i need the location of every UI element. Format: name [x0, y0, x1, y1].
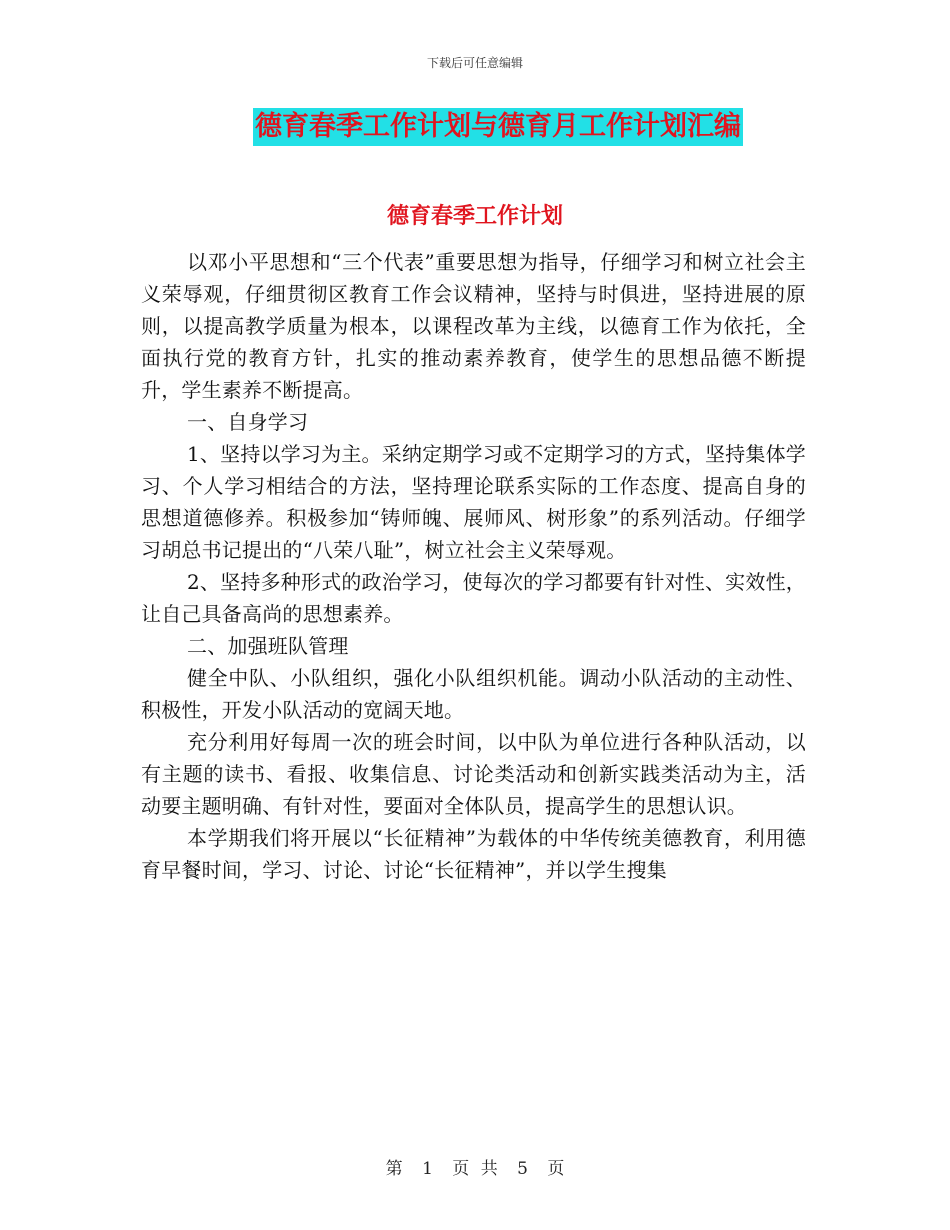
document-body: [141, 246, 806, 886]
paragraph-class-meeting: 充分利用好每周一次的班会时间，以中队为单位进行各种队活动，以有主题的读书、看报、收集信息、讨论类活动和创新实践类活动为主，活动要主题明确、有针对性，要面对全体队员，提高学生的思想认识。: [141, 730, 806, 818]
main-title-container: [0, 108, 950, 146]
footer-total-pages: 5: [517, 1159, 528, 1179]
paragraph-long-march: 本学期我们将开展以“长征精神”为载体的中华传统美德教育，利用德育早餐时间，学习、讨论、讨论“长征精神”，并以学生搜集: [141, 826, 806, 882]
paragraph-study-2: 2、坚持多种形式的政治学习，使每次的学习都要有针对性、实效性，让自己具备高尚的思想素养。: [141, 570, 806, 626]
paragraph-study-1: 1、坚持以学习为主。采纳定期学习或不定期学习的方式，坚持集体学习、个人学习相结合的方法，坚持理论联系实际的工作态度、提高自身的思想道德修养。积极参加“铸师魄、展师风、树形象”的系列活动。仔细学习胡总书记提出的“八荣八耻”，树立社会主义荣辱观。: [141, 442, 806, 562]
footer-suffix: 页: [547, 1159, 565, 1179]
footer-middle: 页 共: [452, 1159, 498, 1179]
heading-class-management: 二、加强班队管理: [187, 634, 349, 658]
page-footer: [0, 1154, 950, 1179]
footer-prefix: 第: [385, 1159, 403, 1179]
heading-self-study: 一、自身学习: [187, 410, 309, 434]
footer-current-page: 1: [422, 1159, 433, 1179]
paragraph-intro: 以邓小平思想和“三个代表”重要思想为指导，仔细学习和树立社会主义荣辱观，仔细贯彻区教育工作会议精神，坚持与时俱进，坚持进展的原则，以提高教学质量为根本，以课程改革为主线，以德育工作为依托，全面执行党的教育方针，扎实的推动素养教育，使学生的思想品德不断提升，学生素养不断提高。: [141, 250, 806, 402]
header-note: 下载后可任意编辑: [426, 56, 523, 70]
main-title: 德育春季工作计划与德育月工作计划汇编: [253, 108, 743, 146]
section-title: 德育春季工作计划: [386, 204, 563, 229]
paragraph-team-org: 健全中队、小队组织，强化小队组织机能。调动小队活动的主动性、积极性，开发小队活动的宽阔天地。: [141, 666, 806, 722]
